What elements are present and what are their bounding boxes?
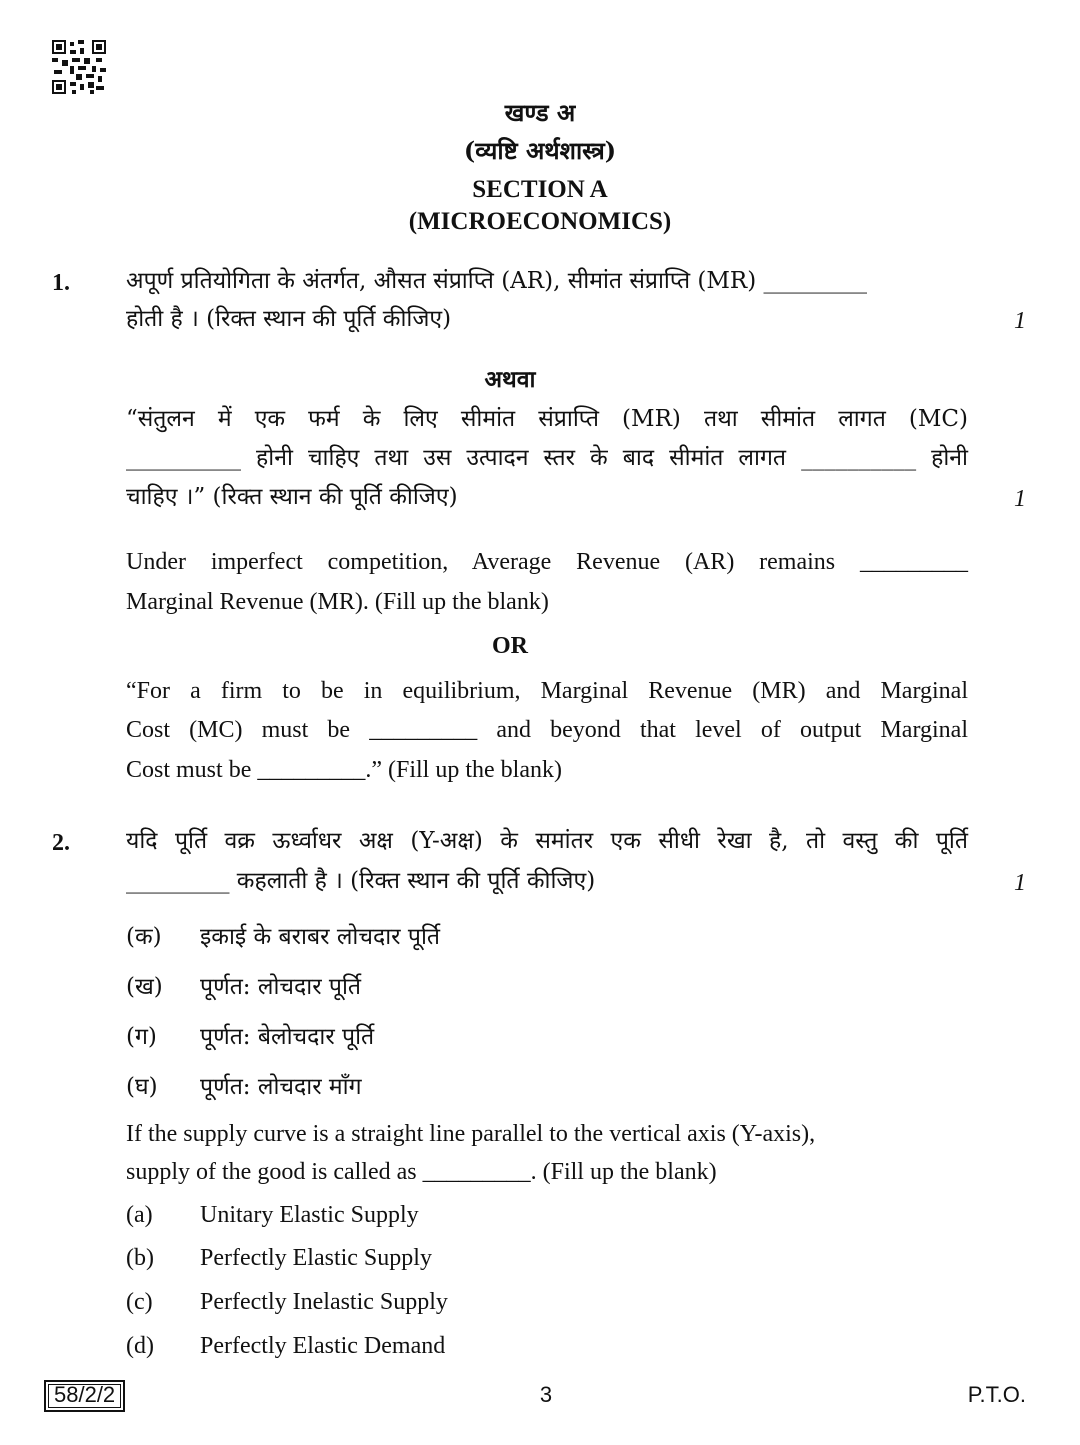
q2-hindi-line-2: _________ कहलाती है । (रिक्त स्थान की पूर्ति कीजिए) [126, 868, 596, 894]
option-text: Unitary Elastic Supply [200, 1202, 419, 1228]
section-title-hindi: खण्ड अ [504, 98, 576, 127]
q1-alt-english-line-2: Cost (MC) must be _________ and beyond that level of output Marginal [126, 717, 968, 743]
q1-alt-english-line-1: “For a firm to be in equilibrium, Marginal Revenue (MR) and Marginal [126, 678, 968, 704]
q2-option-hindi-kha [126, 969, 361, 1001]
please-turn-over: P.T.O. [967, 1382, 1026, 1407]
q1-marks-a: 1 [1014, 308, 1026, 334]
q1-alt-hindi-line-2: __________ होनी चाहिए तथा उस उत्पादन स्तर के बाद सीमांत लागत __________ होनी [126, 445, 968, 471]
q1-hindi-line-2: होती है । (रिक्त स्थान की पूर्ति कीजिए) [126, 306, 452, 332]
option-label: (c) [126, 1289, 153, 1315]
q2-marks: 1 [1014, 870, 1026, 896]
q2-option-english-c [126, 1289, 448, 1316]
page-number: 3 [539, 1382, 553, 1407]
q2-hindi-line-1: यदि पूर्ति वक्र ऊर्ध्वाधर अक्ष (Y-अक्ष) के समांतर एक सीधी रेखा है, तो वस्तु की पूर्ति [126, 828, 968, 854]
option-text: पूर्णत: लोचदार पूर्ति [200, 974, 362, 1000]
option-label: (घ) [126, 1074, 158, 1100]
q1-alt-hindi-line-1: “संतुलन में एक फर्म के लिए सीमांत संप्राप्ति (MR) तथा सीमांत लागत (MC) [126, 406, 968, 432]
q1-english-line-2: Marginal Revenue (MR). (Fill up the blank) [126, 589, 549, 615]
option-label: (ख) [126, 974, 163, 1000]
q1-hindi-line-1: अपूर्ण प्रतियोगिता के अंतर्गत, औसत संप्राप्ति (AR), सीमांत संप्राप्ति (MR) _________ [126, 268, 868, 294]
option-text: पूर्णत: लोचदार माँग [200, 1074, 362, 1100]
question-1-number: 1. [52, 270, 70, 296]
q2-english-line-1: If the supply curve is a straight line parallel to the vertical axis (Y-axis), [126, 1121, 816, 1147]
q1-alt-english-line-3: Cost must be _________.” (Fill up the blank) [126, 757, 562, 783]
q2-option-english-d [126, 1333, 445, 1360]
qr-code [52, 40, 106, 94]
option-text: Perfectly Elastic Demand [200, 1333, 446, 1359]
q1-or-english: OR [492, 633, 528, 659]
option-label: (d) [126, 1333, 154, 1359]
q2-option-hindi-ka [126, 919, 440, 951]
q1-english-line-1: Under imperfect competition, Average Revenue (AR) remains _________ [126, 549, 968, 575]
q2-option-english-a [126, 1202, 419, 1229]
q2-option-english-b [126, 1245, 432, 1272]
question-2-number: 2. [52, 830, 70, 856]
option-text: Perfectly Elastic Supply [200, 1245, 432, 1271]
q1-marks-b: 1 [1014, 486, 1026, 512]
option-label: (a) [126, 1202, 153, 1228]
subject-title-hindi: (व्यष्टि अर्थशास्त्र) [463, 136, 617, 165]
option-text: इकाई के बराबर लोचदार पूर्ति [200, 924, 441, 950]
option-text: पूर्णत: बेलोचदार पूर्ति [200, 1024, 375, 1050]
option-label: (ग) [126, 1024, 157, 1050]
q2-option-hindi-gha [126, 1069, 362, 1101]
q2-english-line-2: supply of the good is called as _________. (Fill up the blank) [126, 1159, 717, 1185]
section-title-english: SECTION A [472, 176, 608, 203]
q2-option-hindi-ga [126, 1019, 374, 1051]
option-label: (b) [126, 1245, 154, 1271]
q1-or-hindi: अथवा [484, 366, 536, 393]
option-label: (क) [126, 924, 162, 950]
paper-code-box: 58/2/2 [44, 1380, 125, 1412]
subject-title-english: (MICROECONOMICS) [408, 208, 672, 235]
option-text: Perfectly Inelastic Supply [200, 1289, 448, 1315]
q1-alt-hindi-line-3: चाहिए ।” (रिक्त स्थान की पूर्ति कीजिए) [126, 484, 458, 510]
